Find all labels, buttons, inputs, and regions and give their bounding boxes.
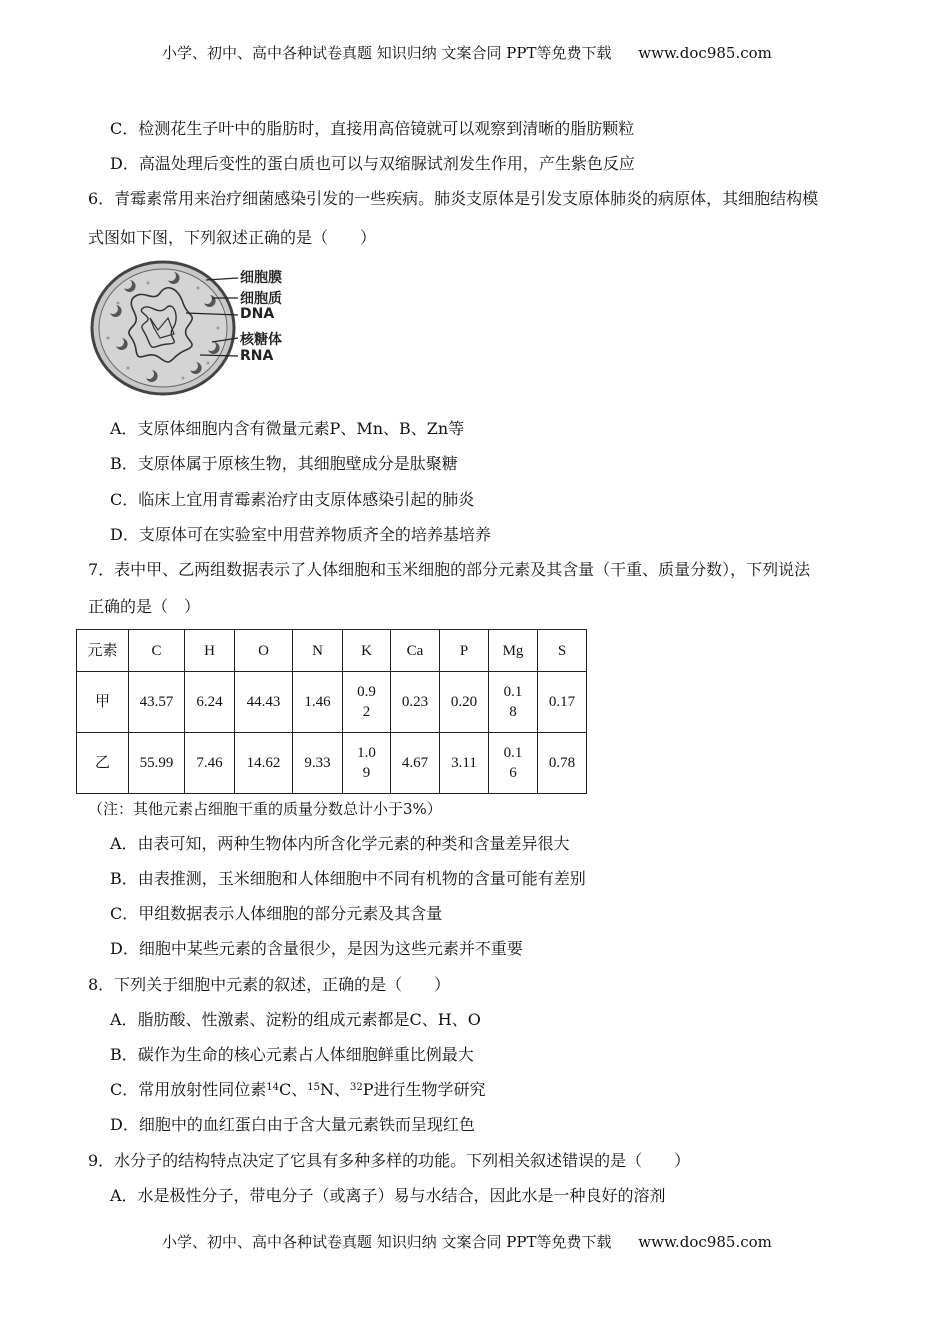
label-ribosome: 核糖体 — [240, 332, 282, 348]
label-cell-membrane: 细胞膜 — [240, 270, 282, 286]
isotope-symbol-p: P进行生物学研究 — [362, 1080, 486, 1099]
table-cell — [343, 672, 391, 733]
table-cell: 乙 — [77, 733, 129, 794]
table-header-cell: C — [129, 630, 185, 672]
q8-option-c — [110, 1080, 486, 1100]
q6-option-b: B．支原体属于原核生物，其细胞壁成分是肽聚糖 — [110, 454, 458, 473]
table-cell — [489, 733, 538, 794]
table-cell: 7.46 — [185, 733, 235, 794]
table-cell: 43.57 — [129, 672, 185, 733]
q8-stem: 8．下列关于细胞中元素的叙述，正确的是（ ） — [88, 975, 451, 994]
table-header-cell: Mg — [489, 630, 538, 672]
table-header-cell: H — [185, 630, 235, 672]
table-header-cell: O — [235, 630, 293, 672]
table-cell: 44.43 — [235, 672, 293, 733]
table-cell: 3.11 — [440, 733, 489, 794]
header-url: www.doc985.com — [638, 44, 772, 62]
q7-option-b: B．由表推测，玉米细胞和人体细胞中不同有机物的含量可能有差别 — [110, 869, 586, 888]
q7-stem-line1: 7．表中甲、乙两组数据表示了人体细胞和玉米细胞的部分元素及其含量（干重、质量分数），下列说法 — [88, 560, 811, 579]
table-cell: 0.23 — [391, 672, 440, 733]
header-text: 小学、初中、高中各种试卷真题 知识归纳 文案合同 PPT等免费下载 — [162, 44, 612, 62]
table-header-cell: Ca — [391, 630, 440, 672]
table-cell-text: 0.92 — [357, 684, 376, 720]
table-header-row — [77, 630, 587, 672]
q5-option-d: D．高温处理后变性的蛋白质也可以与双缩脲试剂发生作用，产生紫色反应 — [110, 154, 635, 173]
q6-option-c: C．临床上宜用青霉素治疗由支原体感染引起的肺炎 — [110, 490, 475, 509]
isotope-mass-n: 15 — [307, 1082, 320, 1093]
table-cell-text: 0.16 — [503, 745, 523, 781]
label-rna: RNA — [240, 348, 274, 364]
label-cytoplasm: 细胞质 — [240, 291, 282, 307]
q8-option-c-prefix: C．常用放射性同位素 — [110, 1080, 267, 1099]
table-cell: 甲 — [77, 672, 129, 733]
table-header-cell: N — [293, 630, 343, 672]
table-cell: 0.20 — [440, 672, 489, 733]
q7-option-a: A．由表可知，两种生物体内所含化学元素的种类和含量差异很大 — [110, 834, 570, 853]
table-cell-text: 0.18 — [503, 684, 523, 720]
table-header-cell: K — [343, 630, 391, 672]
isotope-symbol-c: C、 — [278, 1080, 308, 1099]
q5-option-c: C．检测花生子叶中的脂肪时，直接用高倍镜就可以观察到清晰的脂肪颗粒 — [110, 119, 635, 138]
isotope-symbol-n: N、 — [319, 1080, 350, 1099]
q6-option-d: D．支原体可在实验室中用营养物质齐全的培养基培养 — [110, 525, 491, 544]
footer-text: 小学、初中、高中各种试卷真题 知识归纳 文案合同 PPT等免费下载 — [162, 1233, 612, 1251]
q9-stem: 9．水分子的结构特点决定了它具有多种多样的功能。下列相关叙述错误的是（ ） — [88, 1151, 691, 1170]
table-cell — [343, 733, 391, 794]
table-cell: 14.62 — [235, 733, 293, 794]
label-dna: DNA — [240, 306, 275, 322]
table-header-cell: 元素 — [77, 630, 129, 672]
q6-stem-line1: 6．青霉素常用来治疗细菌感染引发的一些疾病。肺炎支原体是引发支原体肺炎的病原体，其细胞结构模 — [88, 189, 819, 208]
table-cell: 4.67 — [391, 733, 440, 794]
page-header — [162, 42, 772, 63]
q6-stem-line2: 式图如下图，下列叙述正确的是（ ） — [88, 228, 377, 247]
cell-illustration — [88, 258, 238, 398]
page-footer — [162, 1231, 772, 1252]
q6-option-a: A．支原体细胞内含有微量元素P、Mn、B、Zn等 — [110, 419, 465, 438]
table-header-cell: P — [440, 630, 489, 672]
q7-table-note: （注：其他元素占细胞干重的质量分数总计小于3%） — [88, 800, 442, 818]
q7-stem-line2: 正确的是（ ） — [88, 597, 201, 616]
table-cell: 0.17 — [538, 672, 587, 733]
table-header-cell: S — [538, 630, 587, 672]
table-row — [77, 733, 587, 794]
element-content-table — [76, 629, 587, 794]
table-cell: 9.33 — [293, 733, 343, 794]
table-cell-text: 1.09 — [357, 745, 376, 781]
table-cell: 0.78 — [538, 733, 587, 794]
table-cell — [489, 672, 538, 733]
footer-url: www.doc985.com — [638, 1233, 772, 1251]
table-row — [77, 672, 587, 733]
q8-option-a: A．脂肪酸、性激素、淀粉的组成元素都是C、H、O — [110, 1010, 481, 1029]
table-cell: 6.24 — [185, 672, 235, 733]
q8-option-d: D．细胞中的血红蛋白由于含大量元素铁而呈现红色 — [110, 1115, 475, 1134]
isotope-mass-c: 14 — [266, 1082, 279, 1093]
isotope-mass-p: 32 — [349, 1082, 363, 1093]
q8-option-b: B．碳作为生命的核心元素占人体细胞鲜重比例最大 — [110, 1045, 474, 1064]
q7-option-c: C．甲组数据表示人体细胞的部分元素及其含量 — [110, 904, 443, 923]
table-cell: 1.46 — [293, 672, 343, 733]
q9-option-a: A．水是极性分子，带电分子（或离子）易与水结合，因此水是一种良好的溶剂 — [110, 1186, 666, 1205]
mycoplasma-cell-diagram — [88, 258, 308, 398]
q7-option-d: D．细胞中某些元素的含量很少，是因为这些元素并不重要 — [110, 939, 523, 958]
table-cell: 55.99 — [129, 733, 185, 794]
